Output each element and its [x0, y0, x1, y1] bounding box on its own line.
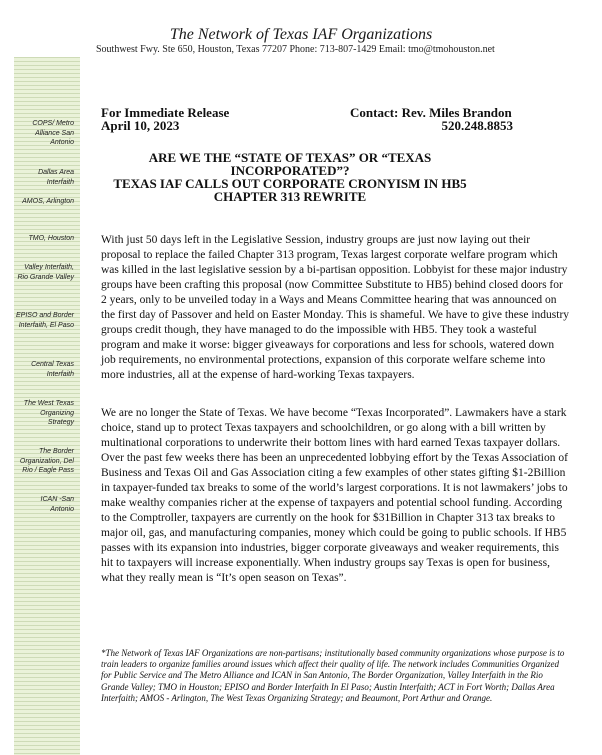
release-info [101, 106, 229, 132]
body-paragraph-2: We are no longer the State of Texas. We have become “Texas Incorporated”. Lawmakers have a stark choice, stand up to protect Texas taxpayers and schoolchildren, or go along with a bill written by multinational corporations to underwrite their bottom lines with hard earned Texas taxpayer dollars. Over the past few weeks there has been an unprecedented lobbying effort by the Texas Association of Business and Texas Oil and Gas Association citing a few examples of other states gifting $1-2Billion in taxpayer-funded tax breaks to some of the world’s largest corporations. It is not lawmakers’ jobs to make wealthy companies richer at the expense of taxpayers and potential school funding. According to the Comptroller, taxpayers are currently on the hook for $31Billion in Chapter 313 tax breaks to major oil, gas, and manufacturing companies, money which could be going to public schools. If HB5 passes with its expansion into industries, bigger corporate giveaways and weaker requirements, this hit to taxpayers will increase exponentially. When industry groups say Texas is open for business, what they really mean is “It’s open season on Texas”. [101, 407, 568, 584]
sidebar-item-cops-metro: COPS/ Metro Alliance San Antonio [32, 120, 74, 146]
contact-phone: 520.248.8853 [441, 118, 513, 133]
release-date: April 10, 2023 [101, 118, 180, 133]
sidebar-item-ican: ICAN -San Antonio [40, 496, 74, 513]
sidebar-item-episo: EPISO and Border Interfaith, El Paso [16, 312, 74, 329]
sidebar-item-tmo: TMO, Houston [28, 235, 74, 242]
body-paragraph-1: With just 50 days left in the Legislative Session, industry groups are just now laying out their proposal to replace the failed Chapter 313 program, Texas largest corporate welfare program which was killed in the last legislative session by a bi-partisan opposition. Lobbyist for these major industry groups have been crafting this proposal (now Committee Substitute to HB5) behind closed doors for 2 years, only to be unveiled today in a Ways and Means Committee hearing that was announced on the first day of Passover and held on Easter Monday. This is shameful. We have to give these industry groups credit though, they have managed to do the impossible with HB5. They took a wasteful program and make it worse: bigger giveaways for corporations and less for schools, watered down job requirements, no environmental protections, expansion of this corporate welfare scheme into more industries, all at the expense of hard-working Texas taxpayers. [101, 234, 570, 381]
contact-label: Contact: Rev. Miles Brandon [350, 105, 512, 120]
sidebar-item-amos: AMOS, Arlington [22, 198, 74, 205]
organization-title: The Network of Texas IAF Organizations [169, 26, 433, 43]
footnote: *The Network of Texas IAF Organizations are non-partisans; institutionally based community organizations whose purpose is to train leaders to organize families around issues which affect their quality of life. The network includes Communities Organized for Public Service and The Metro Alliance and ICAN in San Antonio, The Border Organization, Valley Interfaith in the Rio Grande Valley; TMO in Houston; EPISO and Border Interfaith In El Paso; Austin Interfaith; ACT in Fort Worth; Dallas Area Interfaith; AMOS - Arlington, The West Texas Organizing Strategy; and Beaumont, Port Arthur and Orange. [101, 648, 565, 703]
sidebar-item-valley-interfaith: Valley Interfaith, Rio Grande Valley [17, 264, 74, 281]
member-organizations-sidebar [14, 57, 80, 755]
sidebar-item-border-organization: The Border Organization, Del Rio / Eagle Pass [19, 448, 74, 474]
sidebar-item-west-texas-organizing-strategy: The West Texas Organizing Strategy [23, 400, 74, 426]
headline-line-4: CHAPTER 313 REWRITE [213, 189, 367, 204]
release-label: For Immediate Release [101, 105, 230, 120]
headline-line-2: INCORPORATED”? [230, 163, 350, 178]
sidebar-item-dallas-area-interfaith: Dallas Area Interfaith [38, 169, 74, 186]
organization-address: Southwest Fwy. Ste 650, Houston, Texas 77207 Phone: 713-807-1429 Email: tmo@tmohouston.net [96, 44, 495, 55]
contact-info [350, 106, 513, 132]
headline-line-3: TEXAS IAF CALLS OUT CORPORATE CRONYISM IN HB5 [113, 176, 467, 191]
sidebar-item-central-texas-interfaith: Central Texas Interfaith [31, 361, 74, 378]
headline-line-1: ARE WE THE “STATE OF TEXAS” OR “TEXAS [148, 150, 432, 165]
headline [100, 151, 480, 203]
